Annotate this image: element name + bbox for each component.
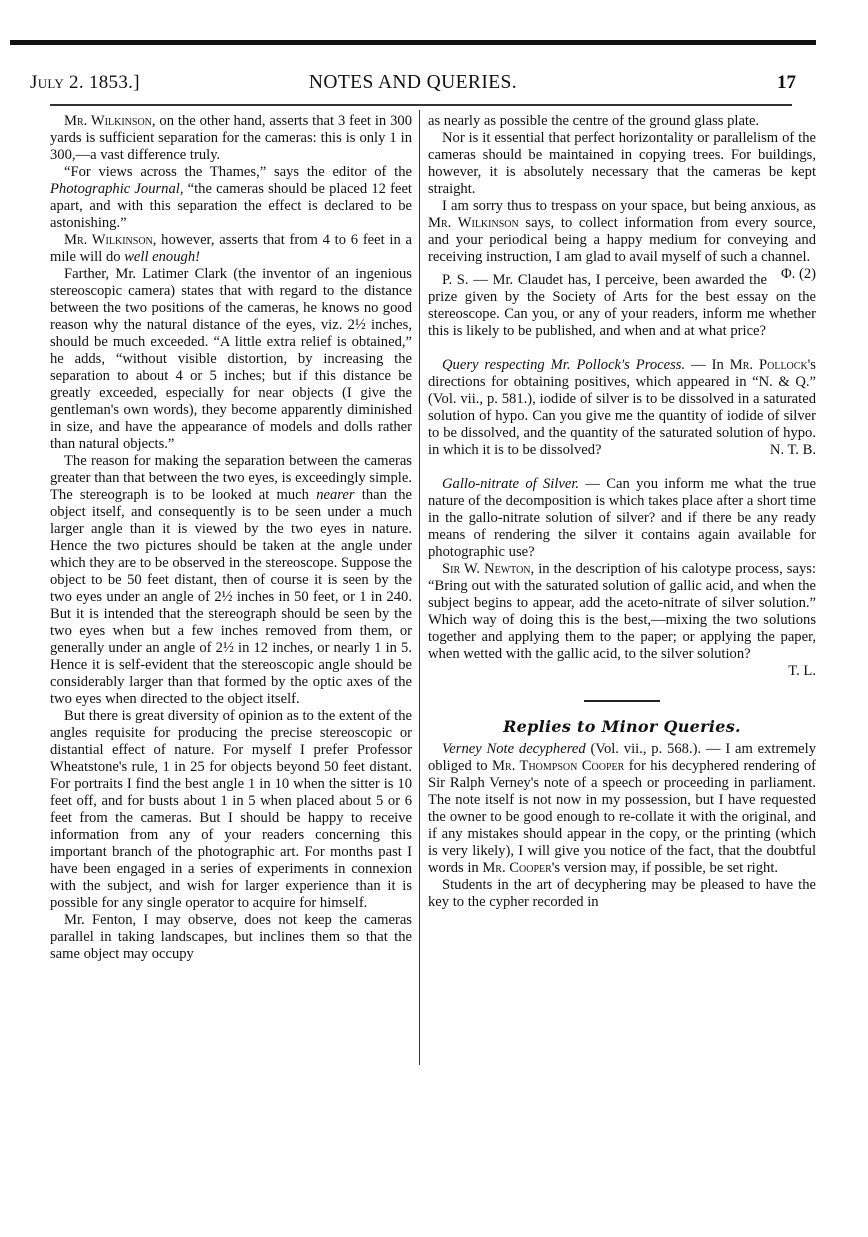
page-number: 17	[777, 72, 796, 93]
person-name: Mr. Wilkinson	[64, 113, 152, 129]
section-heading: Replies to Minor Queries.	[503, 716, 741, 736]
paragraph: Students in the art of decyphering may be pleased to have the key to the cypher recorded in	[428, 876, 816, 910]
journal-title: NOTES AND QUERIES.	[308, 72, 518, 93]
running-head	[30, 72, 796, 100]
right-column	[428, 113, 816, 911]
paragraph: Mr. Wilkinson, on the other hand, asserts that 3 feet in 300 yards is sufficient separation for the cameras: this is only 1 in 300,—a vast difference truly.	[50, 113, 412, 163]
person-name: Mr. Wilkinson	[64, 232, 153, 248]
column-divider	[419, 110, 420, 1065]
reply-title: Verney Note decyphered	[442, 740, 586, 757]
paragraph: Farther, Mr. Latimer Clark (the inventor of an ingenious stereoscopic camera) states that with regard to the distance between the two positions of the cameras, he knows no good reason why the natural distance of the eyes, viz. 2½ inches, should be much exceeded. “A little extra relief is obtained,” he adds, “without visible distortion, by increasing the separation to about 4 or 5 inches; but if this distance be greatly exceeded, especially for near objects (I give the gentleman's own words), they become apparently diminished in size, and have the appearance of models and dolls rather than natural objects.”	[50, 266, 412, 452]
spacer	[428, 459, 816, 476]
paragraph: Sir W. Newton, in the description of his calotype process, says: “Bring out with the saturated solution of gallic acid, and when the subject begins to appear, add the aceto-nitrate of silver solution.” Which way of doing this is the best,—mixing the two solutions together and applying them to the paper; or applying the paper, when wetted with the gallic acid, to the silver solution?	[428, 561, 816, 662]
paragraph: Mr. Fenton, I may observe, does not keep the cameras parallel in taking landscapes, but inclines them so that the same object may occupy	[50, 912, 412, 962]
paragraph: But there is great diversity of opinion as to the extent of the angles requisite for producing the precise stereoscopic or distantial effect of nature. For myself I prefer Professor Wheatstone's rule, 1 in 25 for objects beyond 50 feet distant. For portraits I find the best angle 1 in 10 when the sitter is 10 feet off, and for busts about 1 in 5 when placed about 5 or 6 feet from the cameras. But I should be happy to receive information from any of your readers concerning this important branch of the photographic art. For months past I have been engaged in a series of experiments in connexion with the subject, and wish for larger experience than it is possible for any single operator to acquire for himself.	[50, 708, 412, 911]
signature: T. L.	[788, 663, 816, 679]
person-name: Mr. Cooper	[482, 859, 552, 876]
journal-name: Photographic Journal	[50, 181, 180, 197]
reply-verney: Verney Note decyphered (Vol. vii., p. 568.). — I am extremely obliged to Mr. Thompson Cooper for his decyphered rendering of Sir Ralph Verney's note of a speech or proceeding in parliament. The note itself is not now in my possession, but I have requested the owner to be good enough to re-collate it with the original, and if any mistakes should appear in the copy, or the printing (which is very likely), I will give you notice of the fact, that the doubtful words in Mr. Cooper's version may, if possible, be set right.	[428, 740, 817, 876]
signature: N. T. B.	[769, 442, 816, 458]
issue-date: July 2. 1853.]	[30, 72, 140, 93]
person-name: Mr. Pollock	[729, 357, 808, 373]
person-name: Sir W. Newton	[442, 561, 531, 577]
query-title: Query respecting Mr. Pollock's Process.	[442, 357, 686, 373]
section-rule	[584, 700, 660, 702]
paragraph: as nearly as possible the centre of the ground glass plate.	[428, 113, 760, 129]
person-name: Mr. Thompson Cooper	[492, 757, 625, 774]
spacer	[428, 340, 816, 357]
query-gallo-nitrate: Gallo-nitrate of Silver. — Can you inform me what the true nature of the decomposition is which takes place after a short time in the gallo-nitrate solution of silver? and if there be any ready means of rendering the silver it contains again available for photographic use?	[428, 476, 816, 560]
header-rule	[50, 104, 792, 106]
person-name: Mr. Wilkinson	[428, 215, 519, 231]
top-border-rule	[10, 40, 816, 45]
query-title: Gallo-nitrate of Silver.	[442, 476, 580, 492]
query-pollock: Query respecting Mr. Pollock's Process. — In Mr. Pollock's directions for obtaining positives, which appeared in “N. & Q.” (Vol. vii., p. 581.), iodide of silver is to be dissolved in a saturated solution of hypo. Can you give me the quantity of iodide of silver to be dissolved, and the quantity of the saturated solution of hypo. in which it is to be dissolved? N. T. B.	[428, 357, 816, 458]
left-column	[50, 113, 412, 963]
signature: Φ. (2)	[781, 266, 816, 282]
paragraph: I am sorry thus to trespass on your space, but being anxious, as Mr. Wilkinson says, to collect information from every source, and your periodical being a happy medium for conveying and receiving instruction, I am glad to avail myself of such a channel. Φ. (2)	[428, 198, 816, 282]
paragraph: P. S. — Mr. Claudet has, I perceive, been awarded the prize given by the Society of Arts for the best essay on the stereoscope. Can you, or any of your readers, inform me whether this is likely to be published, and when and at what price?	[428, 272, 816, 339]
paragraph: Nor is it essential that perfect horizontality or parallelism of the cameras should be maintained in copying trees. For buildings, however, it is absolutely necessary that the cameras be kept straight.	[428, 130, 816, 197]
paragraph: Mr. Wilkinson, however, asserts that from 4 to 6 feet in a mile will do well enough!	[50, 232, 413, 265]
paragraph: The reason for making the separation between the cameras greater than that between the two eyes, is exceedingly simple. The stereograph is to be looked at much nearer than the object itself, and consequently is to be seen under a much larger angle than it is viewed by the two eyes in nature. Hence the two pictures should be taken at the angle under which they are to be observed in the stereoscope. Suppose the object to be 50 feet distant, then of course it is seen by the two eyes under an angle of 2½ inches in 50 feet, or 1 in 240. But it is intended that the stereograph should be seen by the two eyes when but a few inches removed from them, or generally under an angle of 2½ in 12 inches, or nearly 1 in 5. Hence it is self-evident that the stereoscopic angle should be considerably larger than that formed by the optic axes of the two eyes when directed to the object itself.	[50, 453, 412, 707]
paragraph: “For views across the Thames,” says the editor of the Photographic Journal, “the cameras should be placed 12 feet apart, and with this separation the effect is declared to be astonishing.”	[50, 164, 412, 231]
